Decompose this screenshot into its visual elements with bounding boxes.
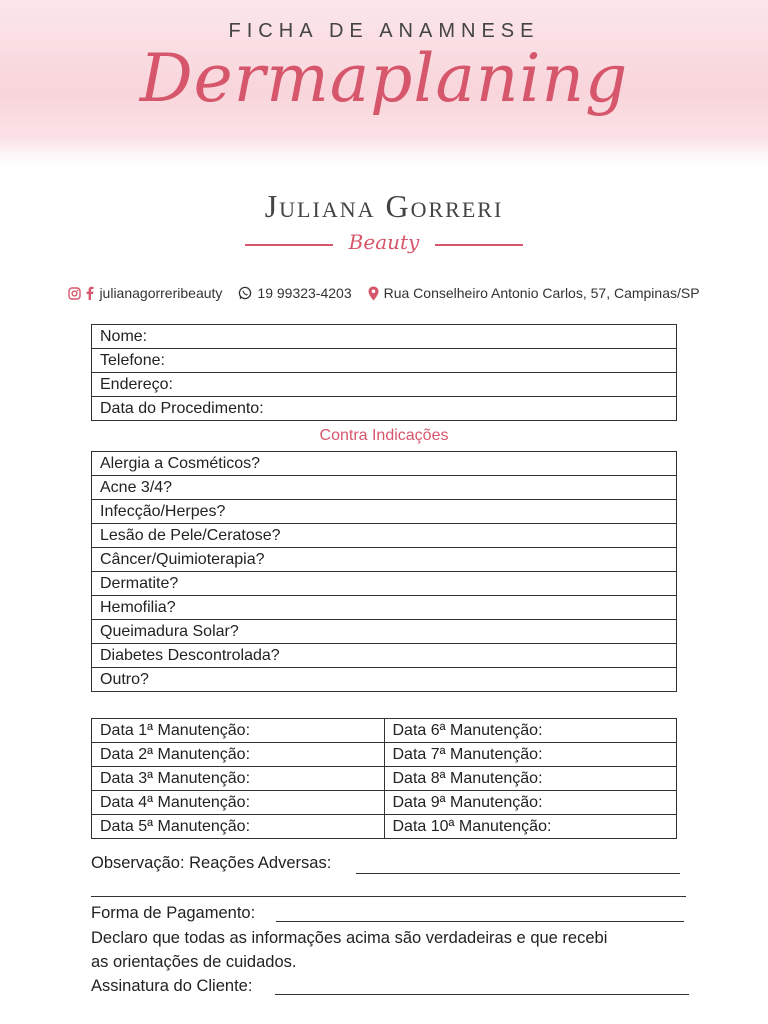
table-row: [92, 452, 677, 476]
table-row: [92, 500, 677, 524]
contra-indication-item[interactable]: Queimadura Solar?: [92, 620, 677, 644]
phone-number: 19 99323-4203: [257, 285, 352, 301]
maintenance-date-field[interactable]: Data 2ª Manutenção:: [92, 743, 385, 767]
brand-name: Juliana Gorreri: [264, 188, 504, 224]
phone-contact: [238, 285, 351, 301]
observation-label: Observação: Reações Adversas:: [91, 854, 332, 872]
social-handle: julianagorreribeauty: [99, 285, 223, 301]
table-row: [92, 373, 677, 397]
declaration-line-1: Declaro que todas as informações acima são verdadeiras e que recebi: [91, 929, 608, 947]
table-row: [92, 548, 677, 572]
brand-tagline-row: [245, 230, 523, 260]
payment-label: Forma de Pagamento:: [91, 904, 256, 922]
contra-indication-item[interactable]: Diabetes Descontrolada?: [92, 644, 677, 668]
table-row: [92, 596, 677, 620]
contra-indication-item[interactable]: Hemofilia?: [92, 596, 677, 620]
table-row: [92, 815, 677, 839]
table-row: [92, 524, 677, 548]
contra-indication-item[interactable]: Lesão de Pele/Ceratose?: [92, 524, 677, 548]
maintenance-date-field[interactable]: Data 6ª Manutenção:: [384, 719, 677, 743]
table-row: [92, 620, 677, 644]
name-field[interactable]: Nome:: [92, 325, 677, 349]
observation-input-continued[interactable]: [91, 896, 686, 897]
table-row: [92, 572, 677, 596]
maintenance-date-field[interactable]: Data 8ª Manutenção:: [384, 767, 677, 791]
brand-tagline: Beauty: [348, 230, 420, 254]
address-contact: [368, 285, 700, 301]
signature-input[interactable]: [275, 994, 689, 995]
table-row: [92, 644, 677, 668]
observation-input[interactable]: [356, 873, 680, 874]
maintenance-date-field[interactable]: Data 10ª Manutenção:: [384, 815, 677, 839]
personal-info-table: [91, 324, 677, 421]
maintenance-date-field[interactable]: Data 4ª Manutenção:: [92, 791, 385, 815]
table-row: [92, 476, 677, 500]
contra-indications-table: [91, 451, 677, 692]
table-row: [92, 791, 677, 815]
whatsapp-icon: [238, 286, 252, 300]
contra-indication-item[interactable]: Outro?: [92, 668, 677, 692]
address: Rua Conselheiro Antonio Carlos, 57, Campinas/SP: [383, 285, 700, 301]
signature-label: Assinatura do Cliente:: [91, 977, 253, 995]
maintenance-table: [91, 718, 677, 839]
table-row: [92, 719, 677, 743]
table-row: [92, 397, 677, 421]
tagline-right-line: [435, 244, 523, 246]
tagline-left-line: [245, 244, 333, 246]
contra-indication-item[interactable]: Dermatite?: [92, 572, 677, 596]
procedure-date-field[interactable]: Data do Procedimento:: [92, 397, 677, 421]
phone-field[interactable]: Telefone:: [92, 349, 677, 373]
declaration-line-2: as orientações de cuidados.: [91, 953, 297, 971]
maintenance-date-field[interactable]: Data 3ª Manutenção:: [92, 767, 385, 791]
script-title: Dermaplaning: [139, 40, 629, 117]
contra-indication-item[interactable]: Câncer/Quimioterapia?: [92, 548, 677, 572]
table-row: [92, 668, 677, 692]
social-contact: [68, 285, 222, 301]
contra-indications-title: Contra Indicações: [319, 427, 449, 444]
maintenance-date-field[interactable]: Data 1ª Manutenção:: [92, 719, 385, 743]
document-label: FICHA DE ANAMNESE: [228, 20, 540, 42]
contra-indication-item[interactable]: Infecção/Herpes?: [92, 500, 677, 524]
payment-input[interactable]: [276, 921, 684, 922]
instagram-icon: [68, 287, 81, 300]
location-pin-icon: [368, 286, 379, 301]
facebook-icon: [86, 286, 94, 300]
table-row: [92, 325, 677, 349]
table-row: [92, 349, 677, 373]
maintenance-date-field[interactable]: Data 9ª Manutenção:: [384, 791, 677, 815]
table-row: [92, 767, 677, 791]
contra-indication-item[interactable]: Alergia a Cosméticos?: [92, 452, 677, 476]
address-field[interactable]: Endereço:: [92, 373, 677, 397]
maintenance-date-field[interactable]: Data 5ª Manutenção:: [92, 815, 385, 839]
contra-indication-item[interactable]: Acne 3/4?: [92, 476, 677, 500]
contact-row: [0, 282, 768, 304]
table-row: [92, 743, 677, 767]
maintenance-date-field[interactable]: Data 7ª Manutenção:: [384, 743, 677, 767]
